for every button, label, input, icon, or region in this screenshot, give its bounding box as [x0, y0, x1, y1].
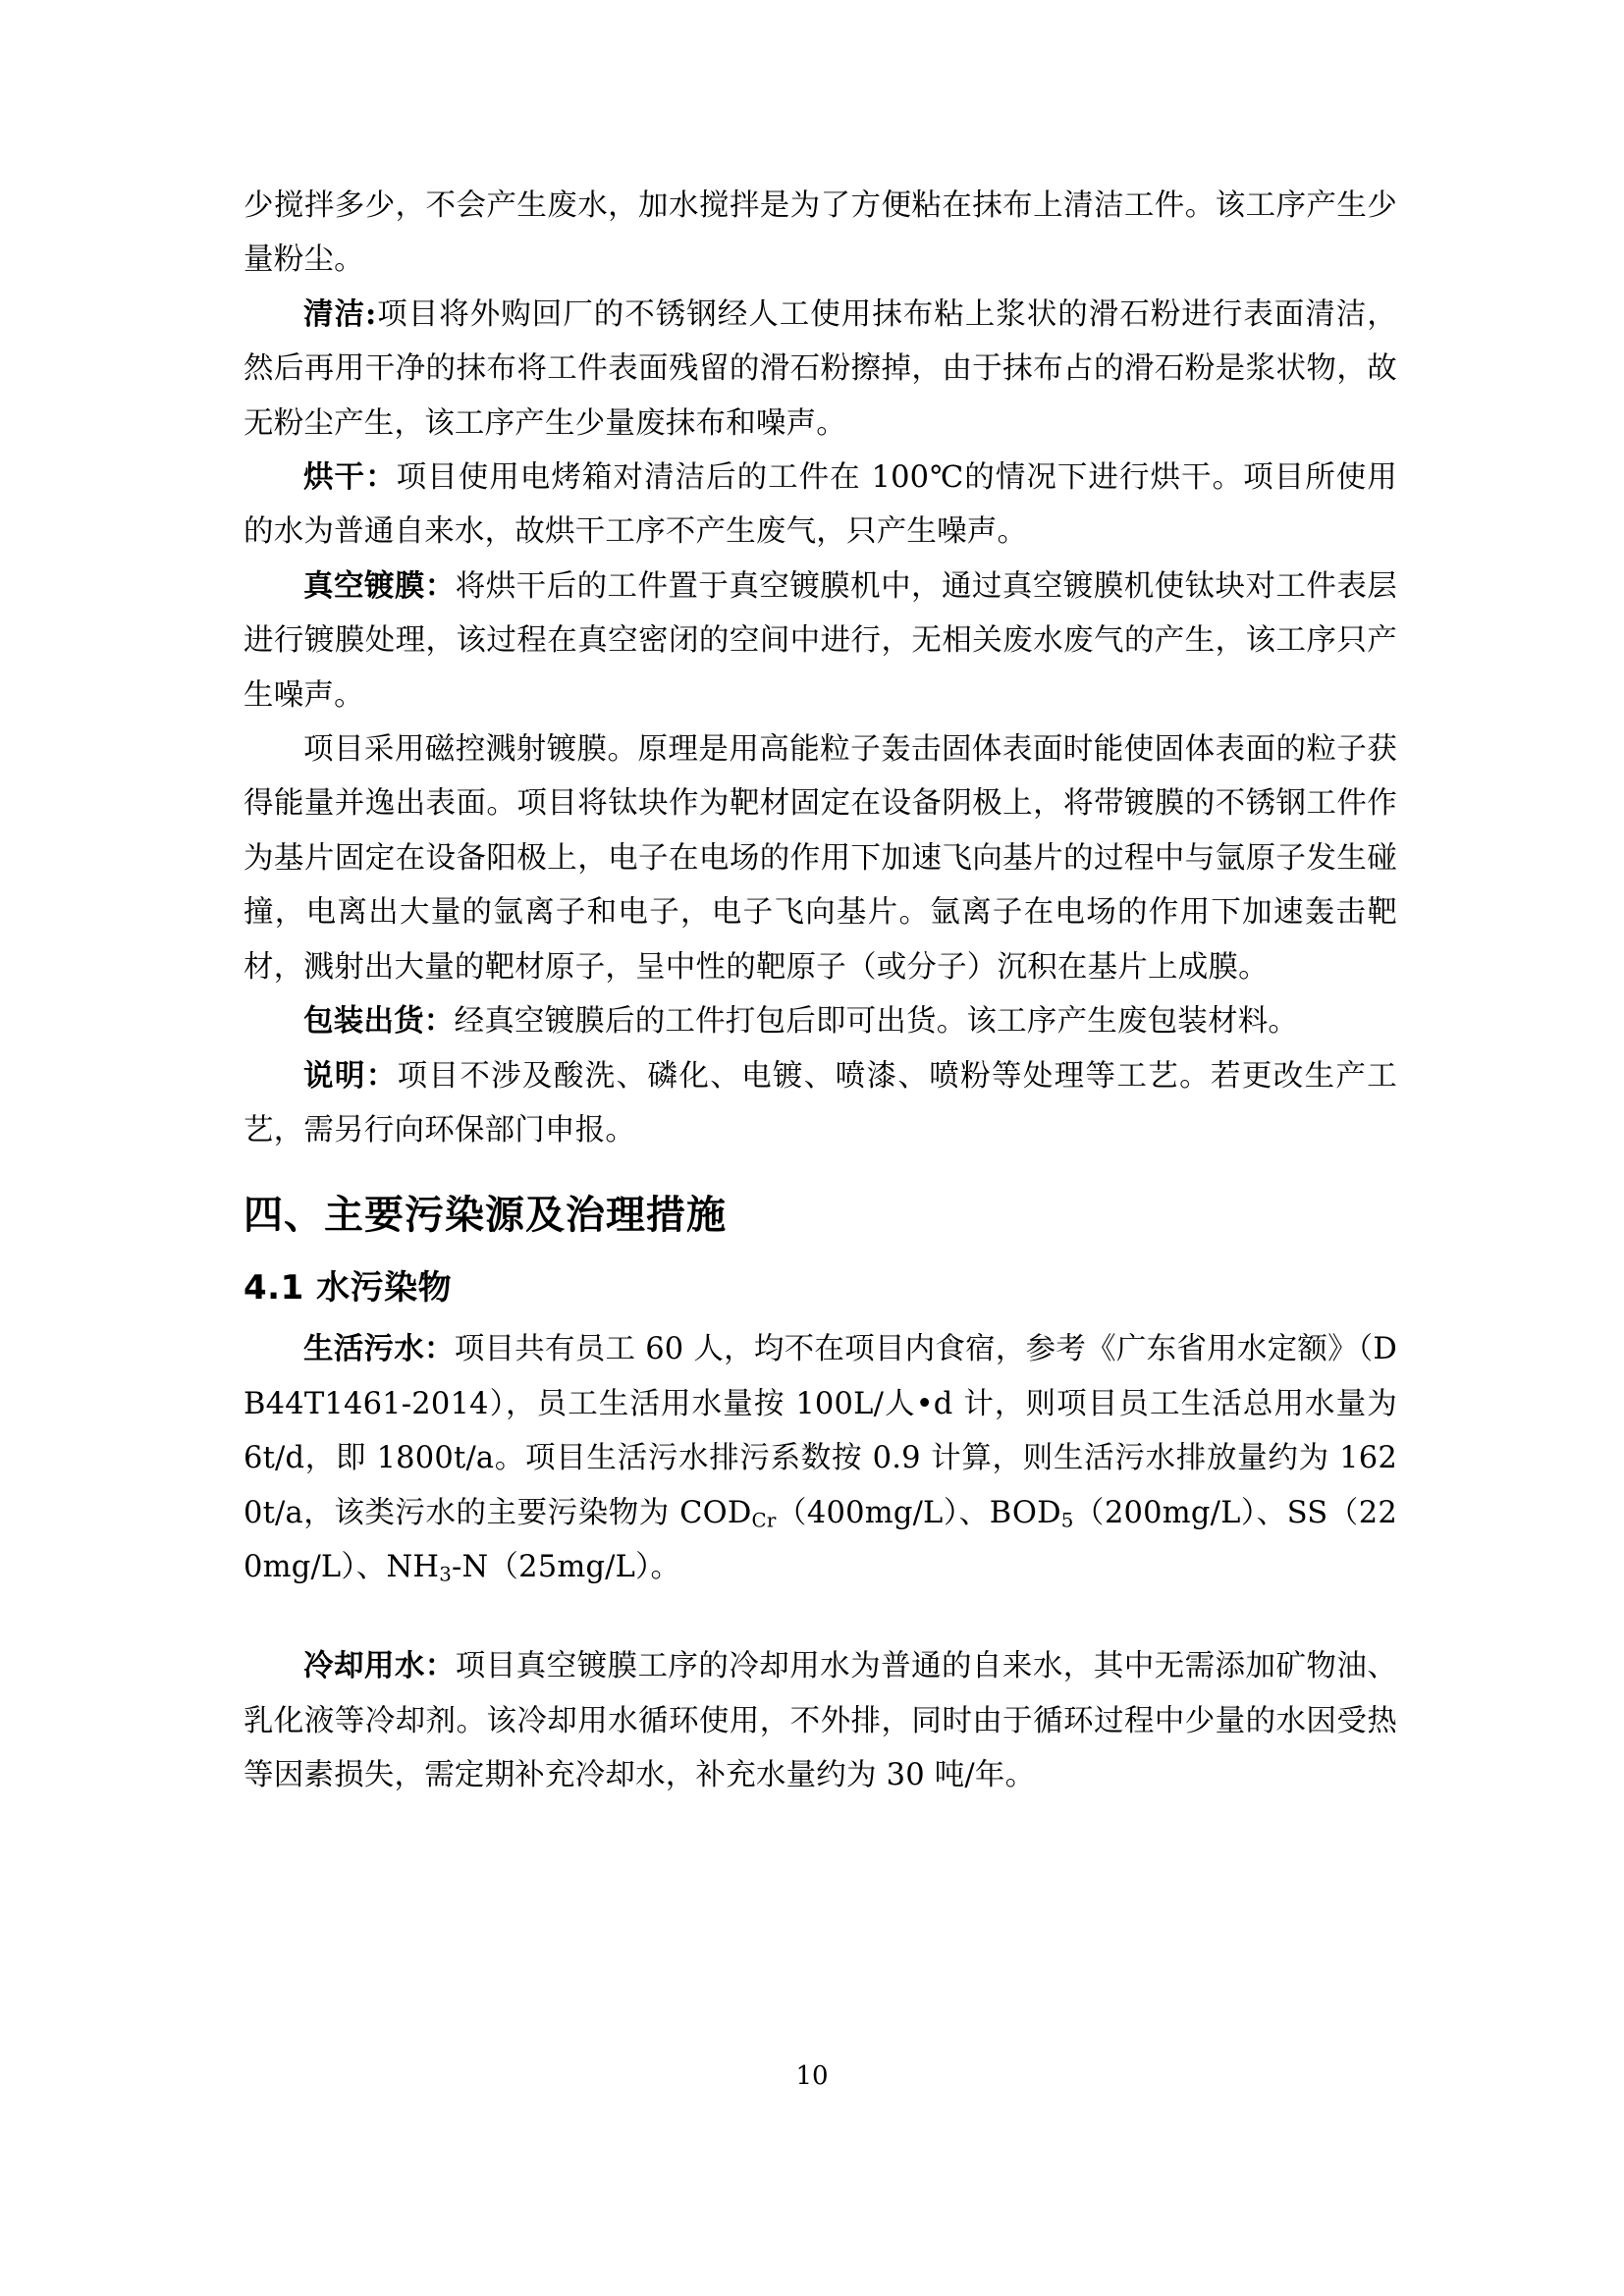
paragraph-lead-label: 包装出货：	[303, 1003, 455, 1040]
paragraph-mixing	[244, 179, 1397, 288]
paragraph-cooling-water	[244, 1639, 1397, 1802]
paragraph-text: 将烘干后的工件置于真空镀膜机中，通过真空镀膜机使钛块对工件表层进行镀膜处理，该过程在真空密闭的空间中进行，无相关废水废气的产生，该工序只产生噪声。	[244, 568, 1398, 713]
paragraph-lead-label: 烘干：	[303, 459, 397, 496]
paragraph-text: 项目采用磁控溅射镀膜。原理是用高能粒子轰击固体表面时能使固体表面的粒子获得能量并逸出表面。项目将钛块作为靶材固定在设备阴极上，将带镀膜的不锈钢工件作为基片固定在设备阳极上，电子在电场的作用下加速飞向基片的过程中与氩原子发生碰撞，电离出大量的氩离子和电子，电子飞向基片。氩离子在电场的作用下加速轰击靶材，溅射出大量的靶材原子，呈中性的靶原子（或分子）沉积在基片上成膜。	[244, 732, 1397, 985]
paragraph-text: 项目使用电烤箱对清洁后的工件在 100℃的情况下进行烘干。项目所使用的水为普通自来水，故烘干工序不产生废气，只产生噪声。	[244, 460, 1397, 550]
paragraph-domestic-sewage	[244, 1322, 1397, 1594]
paragraph-vacuum-coating	[244, 560, 1397, 722]
paragraph-lead-label: 说明：	[303, 1057, 398, 1094]
paragraph-lead-label: 生活污水：	[303, 1331, 455, 1367]
ammonia-subscript: 3	[439, 1563, 453, 1586]
paragraph-text: 少搅拌多少，不会产生废水，加水搅拌是为了方便粘在抹布上清洁工件。该工序产生少量粉尘。	[244, 188, 1397, 278]
paragraph-sputtering-principle	[244, 722, 1397, 994]
page-content	[244, 179, 1397, 1803]
paragraph-lead-label: 清洁:	[303, 295, 377, 332]
paragraph-text: 项目将外购回厂的不锈钢经人工使用抹布粘上浆状的滑石粉进行表面清洁，然后再用干净的抹布将工件表面残留的滑石粉擦掉，由于抹布占的滑石粉是浆状物，故无粉尘产生，该工序产生少量废抹布和噪声。	[244, 296, 1397, 441]
paragraph-lead-label: 冷却用水：	[303, 1648, 456, 1684]
sewage-text-part-4: -N（25mg/L）。	[452, 1549, 681, 1584]
sewage-text-part-2: （400mg/L）、BOD	[776, 1495, 1061, 1530]
paragraph-text: 项目不涉及酸洗、磷化、电镀、喷漆、喷粉等处理等工艺。若更改生产工艺，需另行向环保部门申报。	[244, 1058, 1397, 1148]
section-heading-level-2: 4.1 水污染物	[244, 1268, 453, 1308]
sewage-text-part-3: （200mg/L）、SS（220mg/L）、NH	[244, 1495, 1397, 1584]
paragraph-packaging	[244, 994, 1397, 1048]
cod-subscript: Cr	[751, 1508, 777, 1531]
paragraph-drying	[244, 451, 1397, 560]
paragraph-cleaning	[244, 288, 1397, 451]
paragraph-lead-label: 真空镀膜：	[303, 567, 456, 604]
section-heading-level-1: 四、主要污染源及治理措施	[244, 1193, 727, 1239]
paragraph-note	[244, 1049, 1397, 1158]
page-number: 10	[795, 2061, 829, 2091]
sewage-text-part-1: 项目共有员工 60 人，均不在项目内食宿，参考《广东省用水定额》（DB44T1461-2014），员工生活用水量按 100L/人•d 计，则项目员工生活总用水量为 6t/d，即 1800t/a。项目生活污水排污系数按 0.9 计算，则生活污水排放量约为 1620t/a，该类污水的主要污染物为 COD	[244, 1332, 1397, 1530]
paragraph-text: 经真空镀膜后的工件打包后即可出货。该工序产生废包装材料。	[454, 1004, 1299, 1040]
paragraph-text: 项目真空镀膜工序的冷却用水为普通的自来水，其中无需添加矿物油、乳化液等冷却剂。该冷却用水循环使用，不外排，同时由于循环过程中少量的水因受热等因素损失，需定期补充冷却水，补充水量约为 30 吨/年。	[244, 1649, 1398, 1793]
paragraph-spacer	[244, 1594, 1397, 1639]
bod-subscript: 5	[1060, 1508, 1074, 1531]
